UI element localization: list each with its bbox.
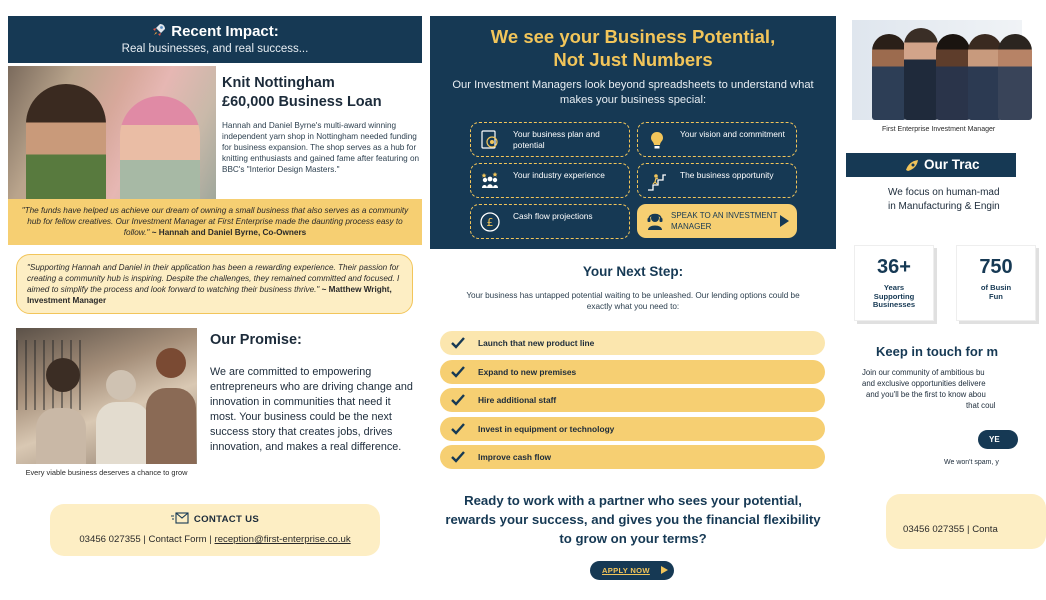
headset-icon	[644, 210, 666, 232]
pound-coin-icon	[479, 211, 501, 233]
step-item: Improve cash flow	[440, 445, 825, 469]
contact-email-link[interactable]: reception@first-enterprise.co.uk	[214, 534, 351, 545]
loan-description: Hannah and Daniel Byrne's multi-award winning independent yarn shop in Nottingham needed funding for business expansion. The shop serves as a hub for knitting enthusiasts and gained fame after featuring on BBC's "Interior Design Masters."	[222, 121, 420, 174]
track-record-panel	[846, 16, 1013, 596]
keep-in-touch-title: Keep in touch for m	[876, 344, 999, 359]
feature-cash-flow: £ Cash flow projections	[470, 204, 630, 239]
contact-box: CONTACT US 03456 027355 | Contact Form | reception@first-enterprise.co.uk	[50, 504, 380, 556]
feature-industry: Your industry experience	[470, 163, 630, 198]
keep-in-touch-text: and exclusive opportunities delivere	[862, 379, 986, 388]
step-item: Invest in equipment or technology	[440, 417, 825, 441]
contact-box	[886, 494, 1046, 549]
contact-form-link[interactable]: | Conta	[967, 524, 998, 535]
step-item: Expand to new premises	[440, 360, 825, 384]
climb-icon	[646, 170, 668, 192]
next-step-subtitle: Your business has untapped potential waiting to be unleashed. Our lending options could be exactly what you need to:	[466, 291, 800, 311]
stat-card-funding: 750 of Busin Fun	[956, 245, 1036, 321]
promise-title: Our Promise:	[210, 332, 302, 348]
focus-text-line: We focus on human-mad	[888, 187, 1000, 198]
customer-quote: "The funds have helped us achieve our dream of owning a small business that also serves as a community hub for fellow creatives. Our Investment Manager at First Enterprise made the daunting process easy to follow." ~ Hannah and Daniel Byrne, Co-Owners	[8, 199, 422, 245]
keep-in-touch-text: Join our community of ambitious bu	[862, 368, 985, 377]
promise-body: We are committed to empowering entrepreneurs who are driving change and innovation in communities that need it most. Your business could be the next success story that creates jobs, drives innovation, and makes a real difference.	[210, 366, 413, 453]
rocket-icon	[151, 22, 167, 38]
ready-text: Ready to work with a partner who sees your potential, rewards your success, and gives you the financial flexibility to grow on your terms?	[445, 493, 821, 546]
header-title: Recent Impact:	[171, 23, 279, 40]
target-icon	[479, 129, 501, 151]
team-photo	[852, 20, 1022, 120]
contact-form-link[interactable]: Contact Form	[148, 534, 207, 545]
potential-title: We see your Business Potential, Not Just Numbers	[490, 26, 776, 70]
checkmark-icon	[450, 449, 466, 465]
photo-caption: Every viable business deserves a chance to grow	[25, 468, 188, 477]
arrow-right-icon	[780, 215, 789, 227]
keep-in-touch-text: that coul	[966, 401, 996, 410]
subscribe-button[interactable]: YE	[978, 430, 1018, 449]
track-record-header: Our Trac	[846, 153, 1016, 177]
contact-phone[interactable]: 03456 027355	[903, 524, 965, 535]
contact-heading: CONTACT US	[193, 514, 260, 525]
recent-impact-header	[8, 16, 422, 63]
stat-card-years: 36+ Years Supporting Businesses	[854, 245, 934, 321]
manager-quote: "Supporting Hannah and Daniel in their application has been a rewarding experience. Their passion for creating a community hub is inspiring. Despite the challenges, they remained committed and focused. I aimed to simplify the process and look forward to watching their business thrive." ~ Matthew Wright, Investment Manager	[16, 254, 413, 314]
potential-header	[430, 16, 836, 249]
envelope-icon	[171, 512, 189, 524]
rocket-icon	[904, 158, 920, 172]
business-potential-panel	[430, 16, 836, 596]
lightbulb-icon	[646, 129, 668, 151]
speak-to-investment-manager-button[interactable]: SPEAK TO AN INVESTMENT MANAGER	[637, 204, 797, 238]
checkmark-icon	[450, 392, 466, 408]
keep-in-touch-text: and you'll be the first to know abou	[866, 390, 986, 399]
apply-now-button[interactable]: APPLY NOW	[590, 561, 674, 580]
svg-text:£: £	[486, 216, 494, 229]
feature-vision: Your vision and commitment	[637, 122, 797, 157]
header-subtitle: Real businesses, and real success...	[121, 43, 309, 55]
contact-phone[interactable]: 03456 027355	[79, 534, 141, 545]
arrow-right-icon	[661, 566, 668, 574]
customer-attribution: ~ Hannah and Daniel Byrne, Co-Owners	[151, 228, 307, 237]
feature-opportunity: The business opportunity	[637, 163, 797, 198]
no-spam-note: We won't spam, y	[944, 459, 999, 466]
focus-text-line: in Manufacturing & Engin	[888, 201, 1000, 212]
potential-subtitle: Our Investment Managers look beyond spreadsheets to understand what makes your business special:	[452, 79, 814, 106]
team-stars-icon	[479, 170, 501, 192]
checkmark-icon	[450, 335, 466, 351]
recent-impact-panel	[8, 16, 422, 596]
feature-business-plan: Your business plan and potential	[470, 122, 630, 157]
step-item: Launch that new product line	[440, 331, 825, 355]
community-photo	[16, 328, 197, 464]
checkmark-icon	[450, 421, 466, 437]
next-step-title: Your Next Step:	[582, 264, 684, 279]
team-caption: First Enterprise Investment Manager	[882, 126, 996, 133]
step-item: Hire additional staff	[440, 388, 825, 412]
knit-nottingham-photo	[8, 66, 216, 212]
manager-attribution: ~ Matthew Wright, Investment Manager	[27, 285, 392, 305]
checkmark-icon	[450, 364, 466, 380]
loan-title: Knit Nottingham £60,000 Business Loan	[222, 75, 382, 110]
